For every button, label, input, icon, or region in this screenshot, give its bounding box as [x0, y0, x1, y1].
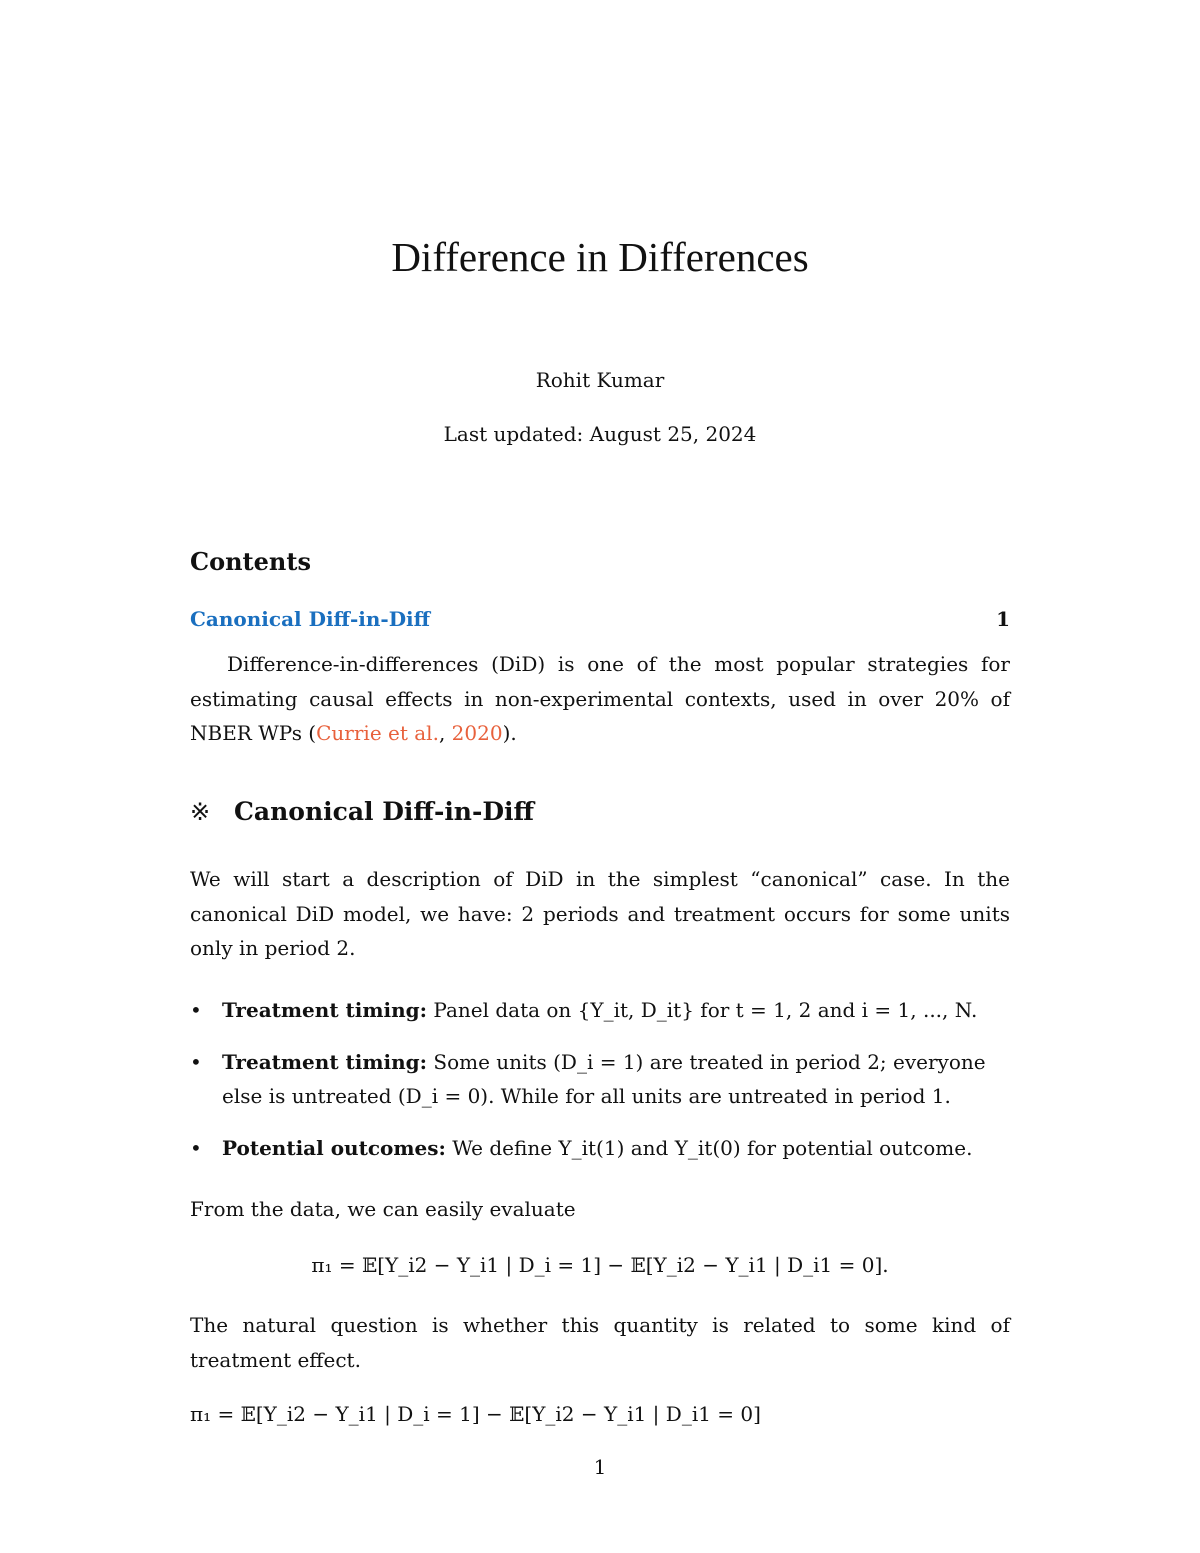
toc-entry-page: 1 [996, 607, 1010, 631]
body-paragraph-3: The natural question is whether this quantity is related to some kind of treatment effect. [190, 1313, 1010, 1372]
page-title: Difference in Differences [391, 234, 809, 280]
bullet-icon: • [190, 998, 202, 1022]
citation-year-link[interactable]: 2020 [451, 721, 503, 745]
list-item-text: Some units (D_i = 1) are treated in period 2; everyone else is untreated (D_i = 0). While for all units are untreated in period 1. [222, 1049, 986, 1108]
section-mark-icon: ※ [190, 797, 211, 826]
list-item [190, 1131, 1010, 1166]
bullet-icon: • [190, 1135, 202, 1160]
citation-link[interactable] [316, 721, 439, 745]
body-paragraph-2: From the data, we can easily evaluate [190, 1197, 576, 1221]
list-item-label: Potential outcomes: [222, 1135, 446, 1160]
list-item-label: Treatment timing: [222, 998, 428, 1022]
page-number: 1 [593, 1455, 607, 1479]
equation-display: π₁ = 𝔼[Y_i2 − Y_i1 | D_i = 1] − 𝔼[Y_i2 − Y_i1 | D_i1 = 0]. [311, 1253, 889, 1277]
intro-paragraph [190, 647, 1010, 751]
intro-text-end: ). [502, 721, 517, 745]
contents-heading: Contents [190, 547, 311, 576]
list-item-label: Treatment timing: [222, 1049, 428, 1074]
toc-entry-link[interactable]: Canonical Diff-in-Diff [190, 607, 431, 631]
intro-text: Difference-in-differences (DiD) is one of the most popular strategies for estimating causal effects in non-experimental contexts, used in over 20% of NBER WPs ( [190, 652, 1010, 745]
bullet-icon: • [190, 1049, 202, 1074]
section-title: Canonical Diff-in-Diff [234, 797, 535, 826]
last-updated: Last updated: August 25, 2024 [443, 422, 757, 446]
list-item [190, 1045, 1010, 1114]
list-item-text: We define Y_it(1) and Y_it(0) for potential outcome. [452, 1135, 973, 1160]
list-item [190, 993, 1010, 1028]
section-heading [190, 797, 1010, 826]
list-item-text: Panel data on {Y_it, D_it} for t = 1, 2 and i = 1, ..., N. [433, 998, 978, 1022]
author-name: Rohit Kumar [535, 368, 665, 392]
citation-separator: , [438, 721, 452, 745]
bullet-list [190, 993, 1010, 1182]
equation-inline: π₁ = 𝔼[Y_i2 − Y_i1 | D_i = 1] − 𝔼[Y_i2 − Y_i1 | D_i1 = 0] [190, 1402, 761, 1426]
toc-entry[interactable] [190, 607, 1010, 631]
body-paragraph-1: We will start a description of DiD in the simplest “canonical” case. In the canonical DiD model, we have: 2 periods and treatment occurs for some units only in period 2. [190, 867, 1010, 960]
citation-author[interactable]: Currie et al. [316, 721, 439, 745]
